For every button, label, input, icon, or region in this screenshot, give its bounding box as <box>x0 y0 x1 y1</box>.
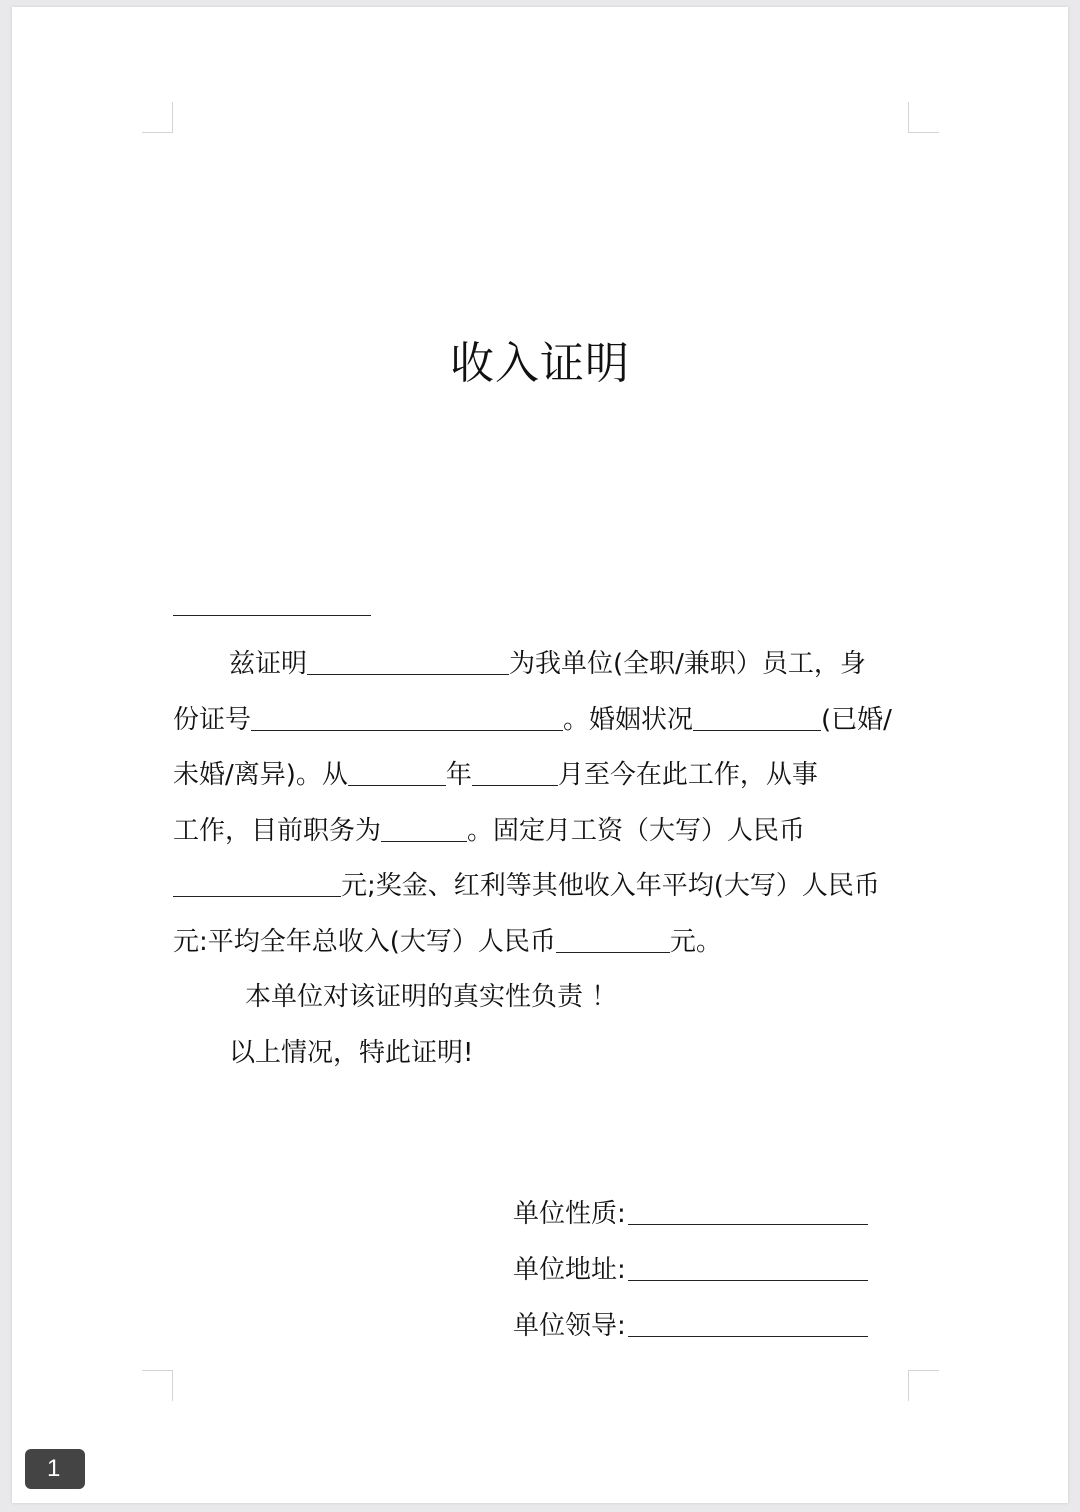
unit-nature-label: 单位性质: <box>513 1199 626 1229</box>
line3-text-a: 未婚/离异)。从 <box>173 760 348 790</box>
signature-unit-address <box>513 1249 868 1286</box>
line2-text-c: (已婚/ <box>821 704 892 735</box>
id-number-blank <box>251 706 563 731</box>
unit-address-blank <box>628 1256 868 1281</box>
line4-text-a: 工作，目前职务为 <box>173 815 382 846</box>
body-line-2 <box>173 693 913 749</box>
addressee-blank <box>173 615 371 616</box>
start-year-blank <box>348 761 446 786</box>
line6-text-b: 元。 <box>669 926 722 957</box>
line1-text-b: 为我单位(全职/兼职）员工，身 <box>509 649 866 679</box>
body-line-7 <box>173 970 913 1026</box>
document-page <box>12 7 1068 1503</box>
unit-leader-blank <box>628 1312 868 1337</box>
body-line-1 <box>173 637 913 693</box>
line6-text-a: 元:平均全年总收入(大写）人民币 <box>173 926 556 957</box>
monthly-salary-blank <box>173 872 341 897</box>
line1-text-a: 兹证明 <box>229 649 308 679</box>
line3-text-b: 年 <box>445 760 472 790</box>
name-blank <box>307 650 509 675</box>
body-line-5 <box>173 859 913 915</box>
crop-mark-top-left <box>142 102 173 133</box>
start-month-blank <box>472 761 558 786</box>
signature-unit-nature <box>513 1193 868 1230</box>
position-blank <box>381 817 467 842</box>
body-line-4 <box>173 804 913 860</box>
annual-income-blank <box>556 928 670 953</box>
body-line-1-content <box>173 637 866 693</box>
document-title: 收入证明 <box>450 338 630 389</box>
unit-nature-blank <box>628 1200 868 1225</box>
line3-text-c: 月至今在此工作，从事 <box>557 760 818 790</box>
marital-status-blank <box>693 706 821 731</box>
document-body <box>173 637 913 1081</box>
crop-mark-bottom-right <box>908 1370 939 1401</box>
line2-text-b: 。婚姻状况 <box>563 704 694 735</box>
line2-text-a: 份证号 <box>173 704 252 735</box>
crop-mark-bottom-left <box>142 1370 173 1401</box>
body-line-3 <box>173 748 913 804</box>
body-line-8 <box>173 1026 913 1082</box>
body-line-6 <box>173 915 913 971</box>
signature-unit-leader <box>513 1305 868 1342</box>
line5-text-a: 元;奖金、红利等其他收入年平均(大写）人民币 <box>341 871 880 901</box>
line4-text-b: 。固定月工资（大写）人民币 <box>467 815 806 846</box>
responsibility-statement: 本单位对该证明的真实性负责 ！ <box>245 982 618 1012</box>
unit-address-label: 单位地址: <box>513 1255 626 1285</box>
unit-leader-label: 单位领导: <box>513 1311 626 1341</box>
page-number-badge[interactable]: 1 <box>25 1449 85 1489</box>
closing-statement: 以上情况，特此证明! <box>229 1037 474 1068</box>
crop-mark-top-right <box>908 102 939 133</box>
